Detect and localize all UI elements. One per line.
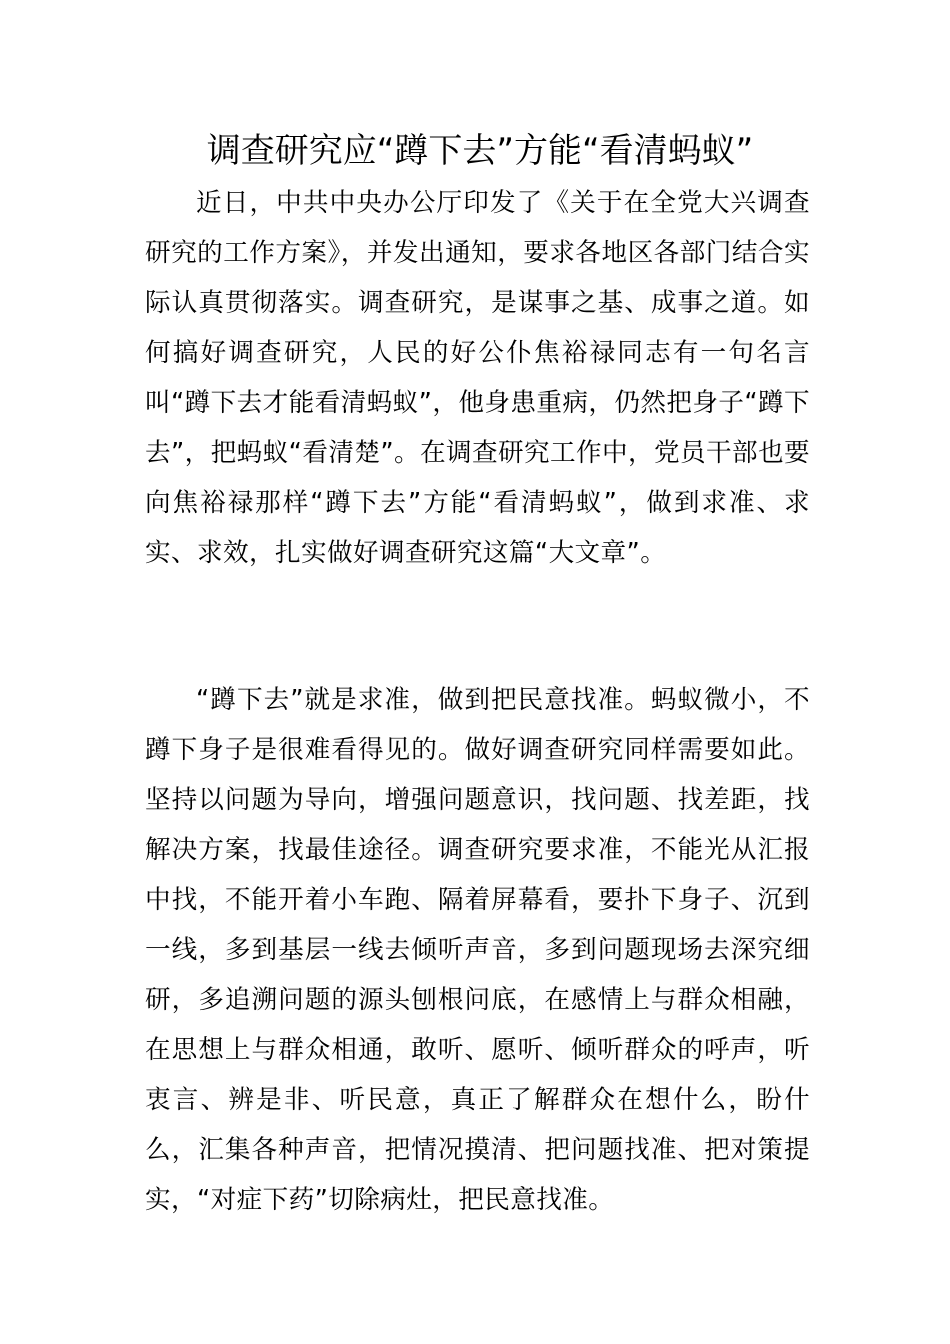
- document-title: 调查研究应“蹲下去”方能“看清蚂蚁”: [206, 131, 754, 171]
- paragraph: 近日，中共中央办公厅印发了《关于在全党大兴调查研究的工作方案》，并发出通知，要求各地区各部门结合实际认真贯彻落实。调查研究，是谋事之基、成事之道。如何搞好调查研究，人民的好公仆焦裕禄同志有一句名言叫“蹲下去才能看清蚂蚁”，他身患重病，仍然把身子“蹲下去”，把蚂蚁“看清楚”。在调查研究工作中，党员干部也要向焦裕禄那样“蹲下去”方能“看清蚂蚁”，做到求准、求实、求效，扎实做好调查研究这篇“大文章”。: [145, 188, 810, 568]
- paragraph: “蹲下去”就是求准，做到把民意找准。蚂蚁微小，不蹲下身子是很难看得见的。做好调查研究同样需要如此。坚持以问题为导向，增强问题意识，找问题、找差距，找解决方案，找最佳途径。调查研究要求准，不能光从汇报中找，不能开着小车跑、隔着屏幕看，要扑下身子、沉到一线，多到基层一线去倾听声音，多到问题现场去深究细研，多追溯问题的源头刨根问底，在感情上与群众相融，在思想上与群众相通，敢听、愿听、倾听群众的呼声，听衷言、辨是非、听民意，真正了解群众在想什么，盼什么，汇集各种声音，把情况摸清、把问题找准、把对策提实，“对症下药”切除病灶，把民意找准。: [145, 685, 810, 1215]
